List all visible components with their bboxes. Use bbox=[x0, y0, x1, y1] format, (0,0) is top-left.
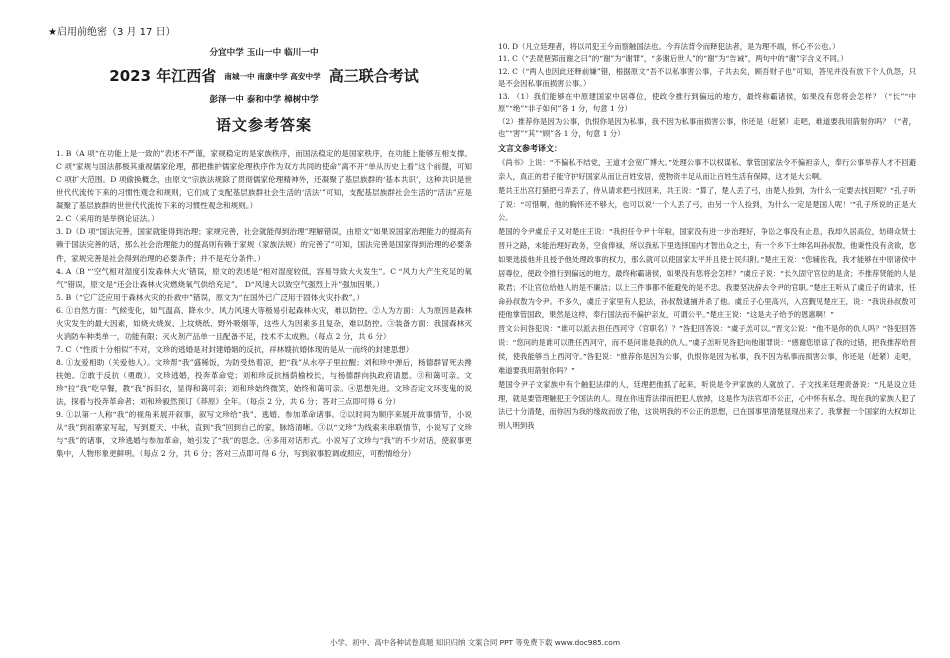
year-region: 2023 年江西省 bbox=[109, 66, 217, 85]
right-column bbox=[498, 41, 916, 433]
answer-item: （2）推荐你是因为公事，仇恨你是因为私事，我不因为私事而损害公事，你还是（赶紧）走吧，难道要我用箭射你吗？（“者，也”“害”“其”“顾”各 1 分，句意 1 分） bbox=[498, 116, 916, 139]
answer-item: 3. D（D 项“国法完善，国家就能得到治理；家规完善，社会就能得到治理”理解错误，由原文“如果说国家治理能力的提高有赖于国法完善的话，那么社会治理能力的提高则有赖于家规（家族法规）的完善了”可知，国法完善是国家得到治理的必要条件，家规完善是社会得到治理的必要条件；并不是充分条件。） bbox=[56, 227, 472, 263]
answer-item: 5. B（“它广泛应用于森林火灾的扑救中”错误，原文为“在国外已广泛用于固体火灾扑救”。） bbox=[56, 292, 364, 302]
doc-title: 语文参考答案 bbox=[215, 116, 312, 135]
answer-item: 10. D（凡立廷理者，将以司犯王今而察触国法也。今弃法背令而释犯法者，是为理不端，怀心不公也。） bbox=[498, 42, 840, 51]
answer-item: 2. C（采用的是举例论证法。） bbox=[56, 214, 159, 224]
left-column bbox=[56, 40, 472, 460]
exam-title-row bbox=[56, 64, 472, 90]
translation-heading: 文言文参考译文： bbox=[498, 143, 562, 153]
answer-item: 6. ①自然方面：气候变化，如气温高、降水少、风力风速大等极易引起森林火灾，难以防控。②人为方面：人为原因是森林火灾发生的最大因素，如烧火烧炭、上坟烧纸、野外吸烟等，这些人为因素多且复杂，难以防控。③装备方面：我国森林灭火消防车种类单一，功能有限；灭火剂产品单一且配备不足，技术不太成熟。（每点 2 分，共 6 分） bbox=[56, 305, 472, 341]
answer-item: 8. ①友爱相助（关爱他人）。文珍帮“我”盛稀饭，为防受热着凉，把“我”从水亭子里拉醒；刘和珍中弹后，杨德群冒死去搀扶她。②敢于反抗（勇敢）。文珍逃婚，投奔革命党；刘和珍反抗杨荫榆校长，与杨德群向执政府请愿。③和蔼可亲。文珍“拉”我“吃早餐，教“我”拆旧衣，显得和蔼可亲；刘和珍始终微笑，始终和蔼可亲。④思想先进。文珍否定文环变鬼的说法，探看与投奔革命者；刘和珍毅然预订《莽原》全年。（每点 2 分，共 6 分；答对三点即可得 6 分） bbox=[56, 357, 472, 407]
translation-paragraph: 楚共王出宫打猎把弓弄丢了，侍从请求把弓找回来，共王说：“算了，楚人丢了弓，由楚人捡到，为什么一定要去找回呢？”孔子听了说：“可惜啊，他的胸怀还不够大，也可以说‘一个人丢了弓，由另一个人捡到，为什么一定是楚国人呢！’”孔子所说的正是大公。 bbox=[498, 185, 916, 223]
translation-paragraph: 楚国的令尹虞丘子又对楚庄王说：“我担任令尹十年啦，国家没有进一步治理好，争讼之事没有止息，我却久居高位，妨碍众贤士晋升之路，未能治理好政务，空食俸禄，所以我私下里选择国内才智出众之士，有一个乡下士绅名叫孙叔敖，他秉性没有贪欲，您如果选拔他并且授予他处理政事的权力，那么就可以使国家太平并且使士民归附。”楚庄王说：“您辅佐我，我才能够在中原诸侯中居尊位，使政令推行到偏远的地方，最终称霸诸侯，如果没有您将会怎样？”虞丘子说：“长久固守官位的是贪；不推荐贤能的人是欺君；不让官位给他人的是不廉洁；以上三件事都不能避免的是不忠。我要坚决辞去令尹的官职。”楚庄王听从了虞丘子的请求，任命孙叔敖为令尹。不多久，虞丘子家里有人犯法，孙叔敖逮捕并杀了他。虞丘子心里高兴，入宫觐见楚庄王，说：“我说孙叔敖可使他掌管国政，果然是这样，奉行国法而不偏护亲友，可谓公平。”楚庄王说：“这是夫子给予的恩惠啊！” bbox=[498, 227, 917, 320]
translation-paragraph: 《尚书》上说：“不偏私不结党，王道才会宽广博大。”处理公事不以权谋私、掌管国家法令不偏袒亲人，奉行公事举荐人才不回避亲人，真正的君子能守护好国家从而让百姓安居，使物资丰足从而让百姓生活有保障，这才是大公啊。 bbox=[498, 157, 916, 181]
page-footer: 小学、初中、高中各种试卷真题 知识归纳 文案合同 PPT 等免费下载 www.doc985.com bbox=[329, 638, 621, 647]
exam-name: 高三联合考试 bbox=[328, 66, 419, 85]
answer-item: 11. C（“丢琵琶郢而谢之曰”的“谢”为“谢罪”，“多谢后世人”的“谢”为“告诫”，两句中的“谢”字含义不同。） bbox=[498, 54, 848, 64]
answer-item: 1. B（A 项“在功能上是一致的”表述不严谨，家规稳定的是家族秩序，而国法稳定的是国家秩序，在功能上能够互相支撑。C 项“家规与国法都极其重视儒家伦理，都把推护儒家伦理秩序作为双方共同的使命”离不开“单从历史上看”这个前提，可知 C 项扩大范围。D 项偷换概念，由原文“宗族法规除了贯彻儒家伦理精神外，还凝聚了基层族群的‘基本共识’，这种共识是世世代代流传下来的习惯性观念和规则，它们成了支配基层族群社会生活的‘活法’”可知，支配基层族群社会生活的“活法”应是凝聚了基层族群的世世代代流传下来的习惯性观念和规则。） bbox=[56, 149, 472, 211]
answer-item: 9. ①以第一人称“我”的视角来展开叙事，叙写文珍给“我”、逃婚、参加革命诸事。②以时间为顺序来展开故事情节，小说从“我”到祖寨家写起，写到夏天、中秋，直到“我”回到自己的家，脉络清晰。③以“文珍”为线索来串联情节，小说写了文珍与“我”的诸事，文珍逃婚与参加革命，她引发了“我”的思念。④多用对话形式。小说写了文珍与“我”的不少对话，使叙事更集中，人物形象更鲜明。（每点 2 分，共 6 分；答对三点即可得 6 分，写到叙事腔调或照应，可酌情给分） bbox=[56, 410, 472, 459]
answer-item: 12. C（“两人也因此还释前嫌”错，根据原文“吾不以私事害公事，子共去矣，顾吾财子也”可知，答见并没有放下个人仇怨，只是不会因私事而损害公事。） bbox=[498, 66, 916, 89]
translation-paragraph: 晋文公问咎犯说：“谁可以派去担任西河守（官职名）？”咎犯回答说：“虞子羔可以。”晋文公说：“他不是你的仇人吗？”咎犯回答说：“您问的是谁可以胜任西河守，而不是问谁是我的仇人。”虞子羔听见咎犯向他谢罪说：“感谢您原谅了我的过错，把我推荐给晋侯，使我能够当上西河守。”咎犯说：“推荐你是因为公事，仇恨你是因为私事，我不因为私事而损害公事，你还是（赶紧）走吧，难道要我用箭射你吗？” bbox=[498, 324, 916, 375]
answer-item: 4. A（B “‘空气相对湿度引发森林大火’错误，原文的表述是“相对湿度较低，容易导致大火发生”。C “风力大产生充足的氧气”错误，原文是“还会让森林火灾燃烧氧气供给充足”。 D“风速大以致空气强烈上升”强加因果。） bbox=[56, 266, 472, 289]
exam-header bbox=[56, 46, 472, 139]
answer-item: 7. C（“性质十分相似”不对，文珍的逃婚是对封建婚姻的反抗，祥林嫂抗婚体现的是从一而终的封建思想） bbox=[56, 344, 414, 354]
secret-mark: ★启用前绝密（3 月 17 日） bbox=[48, 27, 176, 38]
answer-item: 13. （1）我们能够在中原建国家中居尊位，使政令推行到偏远的地方，最终称霸诸侯，如果没有您将会怎样？（“长”“中原”“绝”“非子如何”各 1 分，句意 1 分） bbox=[498, 91, 916, 114]
school-line-2: 南城一中 南康中学 高安中学 bbox=[224, 71, 321, 81]
translation-paragraph: 楚国令尹子文家族中有个触犯法律的人，廷理把他抓了起来，听说是令尹家族的人就放了。子文找来廷理责备说：“凡是设立廷理，就是要管理触犯王令国法的人。现在你违背法律而把犯人放掉，这是作为法官却不公正，心中怀有私念。现在我的家族人犯了法已十分清楚，而你因为我的缘故而放了他，这说明我的不公正的思想，已在国事里清楚显现出来了。我掌握一个国家的大权却让别人明到我 bbox=[498, 379, 916, 431]
school-line-3: 彭泽一中 泰和中学 樟树中学 bbox=[209, 94, 319, 105]
school-line-1: 分宜中学 玉山一中 临川一中 bbox=[209, 48, 319, 58]
